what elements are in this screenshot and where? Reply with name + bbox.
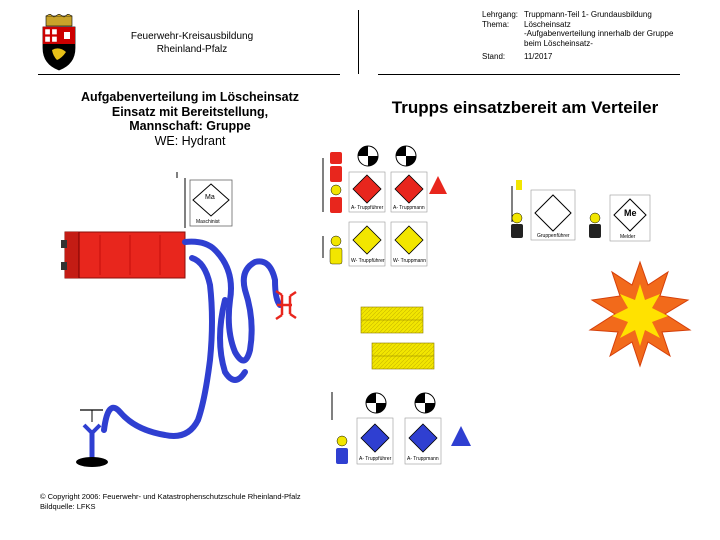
water-trupp-group: [332, 392, 471, 464]
image-source-line: Bildquelle: LFKS: [40, 502, 96, 511]
copyright-line: © Copyright 2006: Feuerwehr- und Katastrophenschutzschule Rheinland-Pfalz: [40, 492, 301, 501]
a-tm-caption: A- Truppmann: [393, 205, 425, 211]
machinist-caption: Maschinist: [196, 219, 220, 225]
fire-explosion-icon: [590, 262, 690, 366]
leader-symbol-label: Me: [624, 208, 637, 218]
slide-title-right: Trupps einsatzbereit am Verteiler: [391, 98, 659, 117]
meta-row: Lehrgang: Truppmann-Teil 1- Grundausbildung: [482, 10, 652, 19]
w-tm-caption: W- Truppmann: [393, 258, 426, 264]
title-line-4: WE: Hydrant: [154, 133, 226, 148]
meta-row: Thema: Löscheinsatz: [482, 19, 571, 29]
meta-row: Stand: 11/2017: [482, 52, 553, 61]
me-caption: Melder: [620, 234, 636, 240]
title-line-2: Einsatz mit Bereitstellung,: [111, 104, 269, 119]
title-line-1: Aufgabenverteilung im Löscheinsatz: [80, 90, 300, 104]
blue-tm-caption: A- Truppmann: [407, 456, 439, 462]
leader-group: [323, 146, 447, 266]
a-tf-caption: A- Truppführer: [351, 205, 384, 211]
org-line-2: Rheinland-Pfalz: [156, 44, 228, 55]
copyright-footer: [40, 492, 301, 512]
blue-tf-caption: A- Truppführer: [359, 456, 392, 462]
org-line-1: Feuerwehr-Kreisausbildung: [130, 31, 254, 42]
title-line-3: Mannschaft: Gruppe: [129, 119, 251, 133]
w-tf-caption: W- Truppführer: [351, 258, 385, 264]
gf-caption: Gruppenführer: [537, 233, 570, 239]
meta-row: beim Löscheinsatz-: [524, 38, 593, 48]
hose-packs: [361, 307, 434, 369]
machinist-symbol-label: Ma: [205, 194, 215, 201]
meta-row: -Aufgabenverteilung innerhalb der Gruppe: [524, 29, 674, 38]
fire-engine: [61, 232, 185, 278]
